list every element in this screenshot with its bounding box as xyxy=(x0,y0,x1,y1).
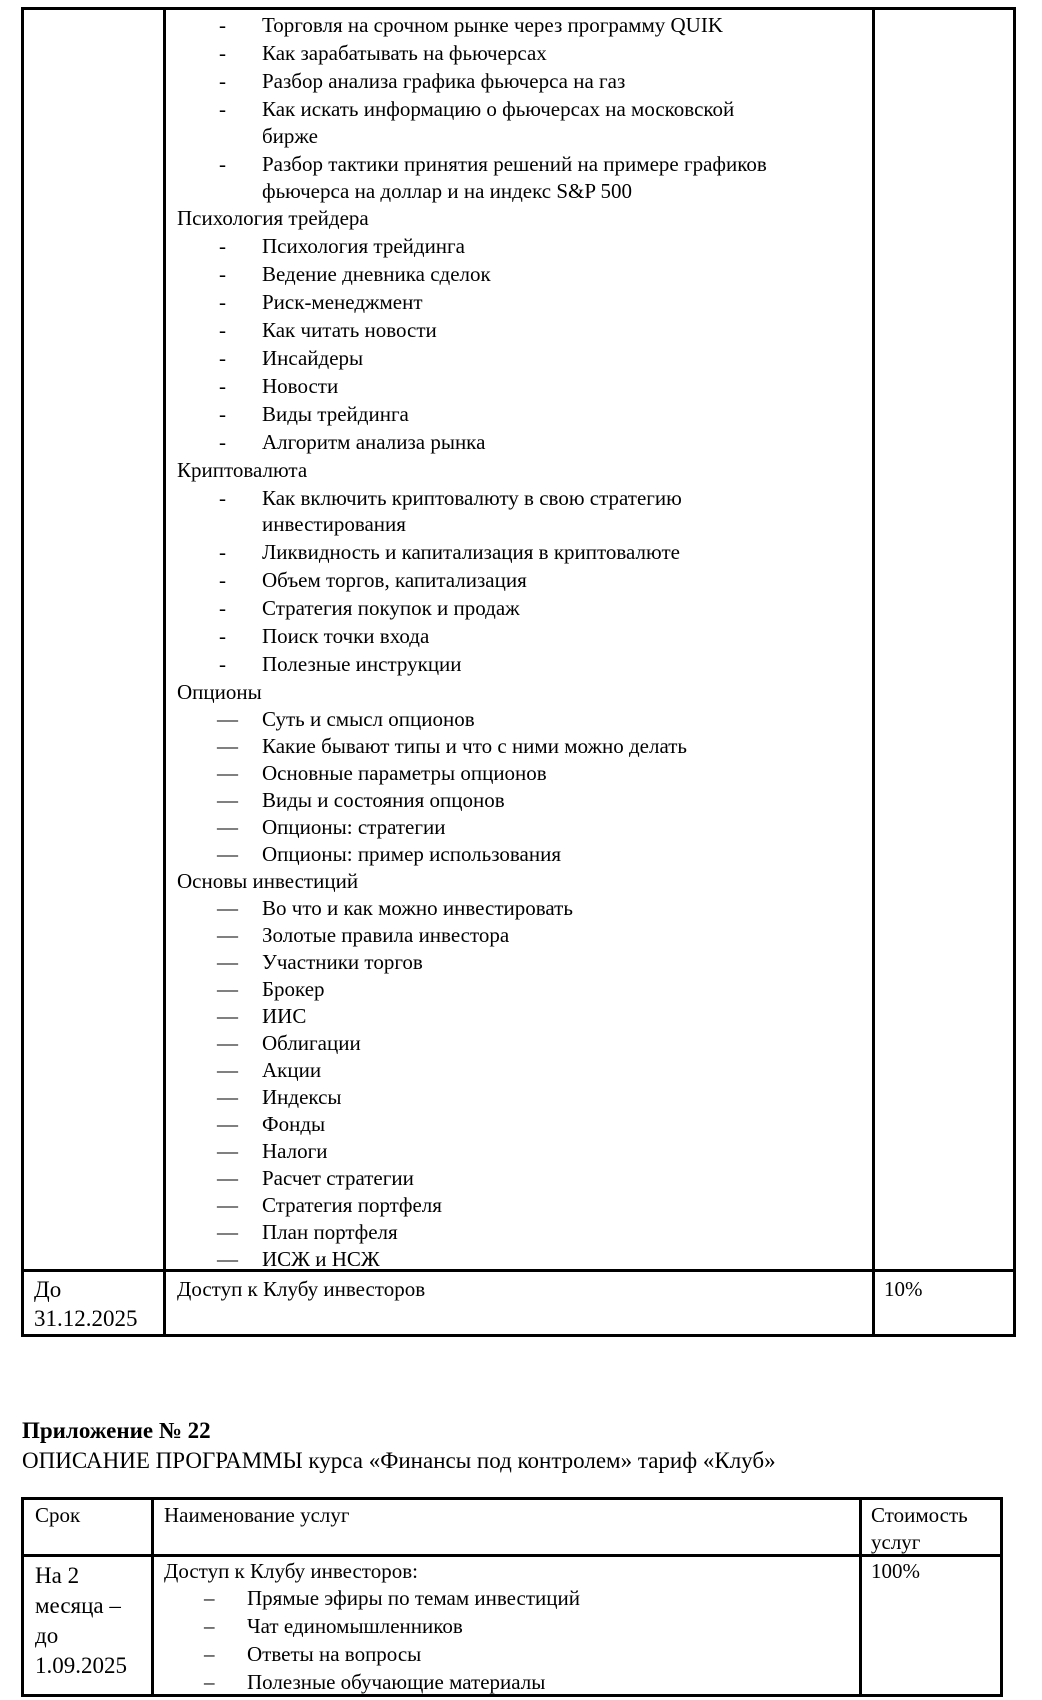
list-item: Поиск точки входа xyxy=(262,624,430,648)
list-item: Разбор тактики принятия решений на примере графиков xyxy=(262,152,767,176)
term-cell: На 2 xyxy=(35,1563,80,1588)
bullet-hyphen: - xyxy=(219,41,226,65)
list-item: ИИС xyxy=(262,1004,307,1028)
section-title: Основы инвестиций xyxy=(177,869,359,893)
list-item: Фонды xyxy=(262,1112,326,1136)
list-item: Какие бывают типы и что с ними можно делать xyxy=(262,734,687,758)
bullet-emdash: — xyxy=(217,1220,238,1244)
list-item: Опционы: пример использования xyxy=(262,842,561,866)
header-term: Срок xyxy=(35,1503,81,1527)
list-item-continuation: инвестирования xyxy=(262,512,406,536)
bullet-emdash: — xyxy=(217,896,238,920)
term-cell: месяца – xyxy=(35,1593,121,1618)
list-item: Стратегия покупок и продаж xyxy=(262,596,520,620)
bullet-emdash: — xyxy=(217,977,238,1001)
table1-bottom-border xyxy=(21,1334,1016,1337)
list-item: Участники торгов xyxy=(262,950,423,974)
list-item-continuation: бирже xyxy=(262,124,318,148)
table2-col2-border xyxy=(859,1497,862,1697)
list-item: Основные параметры опционов xyxy=(262,761,547,785)
list-item: Прямые эфиры по темам инвестиций xyxy=(247,1586,580,1610)
bullet-hyphen: - xyxy=(219,596,226,620)
bullet-emdash: — xyxy=(217,761,238,785)
list-item: Золотые правила инвестора xyxy=(262,923,510,947)
bullet-hyphen: - xyxy=(219,568,226,592)
list-item: Брокер xyxy=(262,977,325,1001)
list-item: Ликвидность и капитализация в криптовалюте xyxy=(262,540,680,564)
bullet-hyphen: - xyxy=(219,290,226,314)
bullet-emdash: — xyxy=(217,707,238,731)
list-item: ИСЖ и НСЖ xyxy=(262,1247,380,1271)
bullet-hyphen: - xyxy=(219,624,226,648)
bullet-emdash: — xyxy=(217,734,238,758)
cost-cell: 100% xyxy=(871,1559,920,1583)
header-cost: Стоимость xyxy=(871,1503,968,1527)
bullet-emdash: — xyxy=(217,842,238,866)
list-item: Полезные инструкции xyxy=(262,652,462,676)
bullet-emdash: — xyxy=(217,1193,238,1217)
bullet-hyphen: - xyxy=(219,97,226,121)
list-item: Психология трейдинга xyxy=(262,234,465,258)
list-item: Инсайдеры xyxy=(262,346,364,370)
list-item: Расчет стратегии xyxy=(262,1166,414,1190)
service-cell: Доступ к Клубу инвесторов xyxy=(177,1277,426,1301)
bullet-emdash: — xyxy=(217,950,238,974)
section-title: Опционы xyxy=(177,680,262,704)
list-item: Ведение дневника сделок xyxy=(262,262,491,286)
bullet-hyphen: - xyxy=(219,318,226,342)
list-item: Полезные обучающие материалы xyxy=(247,1670,546,1694)
bullet-hyphen: - xyxy=(219,262,226,286)
term-cell: До xyxy=(34,1277,62,1302)
bullet-dash: – xyxy=(204,1642,215,1666)
list-item: Акции xyxy=(262,1058,322,1082)
bullet-hyphen: - xyxy=(219,13,226,37)
bullet-emdash: — xyxy=(217,1166,238,1190)
header-cost: услуг xyxy=(871,1530,921,1554)
bullet-hyphen: - xyxy=(219,234,226,258)
list-item: Налоги xyxy=(262,1139,328,1163)
table2-col1-border xyxy=(151,1497,154,1697)
section-title: Криптовалюта xyxy=(177,458,308,482)
table1-row-divider xyxy=(21,1269,1016,1272)
bullet-hyphen: - xyxy=(219,652,226,676)
header-service: Наименование услуг xyxy=(164,1503,350,1527)
bullet-emdash: — xyxy=(217,1031,238,1055)
list-item: Риск-менеджмент xyxy=(262,290,423,314)
bullet-hyphen: - xyxy=(219,152,226,176)
bullet-hyphen: - xyxy=(219,374,226,398)
term-cell: до xyxy=(35,1623,59,1648)
bullet-emdash: — xyxy=(217,1247,238,1271)
table1-right-border xyxy=(1013,7,1016,1337)
list-item: Суть и смысл опционов xyxy=(262,707,475,731)
bullet-hyphen: - xyxy=(219,402,226,426)
term-cell: 1.09.2025 xyxy=(35,1653,127,1678)
list-item: Ответы на вопросы xyxy=(247,1642,422,1666)
list-item: Виды и состояния опцонов xyxy=(262,788,505,812)
bullet-emdash: — xyxy=(217,1058,238,1082)
appendix-title: Приложение № 22 xyxy=(22,1418,211,1443)
list-item: Как читать новости xyxy=(262,318,437,342)
list-item: Виды трейдинга xyxy=(262,402,409,426)
bullet-emdash: — xyxy=(217,815,238,839)
term-cell: 31.12.2025 xyxy=(34,1306,138,1331)
table1-col2-border xyxy=(872,7,875,1337)
table1-left-border xyxy=(21,7,24,1337)
list-item: Объем торгов, капитализация xyxy=(262,568,527,592)
bullet-dash: – xyxy=(204,1614,215,1638)
section-title: Психология трейдера xyxy=(177,206,369,230)
list-item: Индексы xyxy=(262,1085,342,1109)
table2-right-border xyxy=(1000,1497,1003,1697)
bullet-emdash: — xyxy=(217,788,238,812)
table2-left-border xyxy=(21,1497,24,1697)
list-item: Как искать информацию о фьючерсах на московской xyxy=(262,97,735,121)
bullet-dash: – xyxy=(204,1670,215,1694)
list-item: Облигации xyxy=(262,1031,361,1055)
list-item: Алгоритм анализа рынка xyxy=(262,430,486,454)
list-item: Стратегия портфеля xyxy=(262,1193,442,1217)
list-item: Новости xyxy=(262,374,339,398)
table2-top-border xyxy=(21,1497,1003,1500)
list-item: Разбор анализа графика фьючерса на газ xyxy=(262,69,626,93)
appendix-subtitle: ОПИСАНИЕ ПРОГРАММЫ курса «Финансы под контролем» тариф «Клуб» xyxy=(22,1448,776,1473)
table1-top-border xyxy=(21,7,1016,10)
list-item: Торговля на срочном рынке через программу QUIK xyxy=(262,13,723,37)
list-item: Как включить криптовалюту в свою стратегию xyxy=(262,486,682,510)
bullet-emdash: — xyxy=(217,1112,238,1136)
list-item: Во что и как можно инвестировать xyxy=(262,896,573,920)
cost-cell: 10% xyxy=(884,1277,923,1301)
bullet-dash: – xyxy=(204,1586,215,1610)
bullet-hyphen: - xyxy=(219,430,226,454)
table1-col1-border xyxy=(163,7,166,1337)
bullet-hyphen: - xyxy=(219,486,226,510)
list-item-continuation: фьючерса на доллар и на индекс S&P 500 xyxy=(262,179,633,203)
service-title: Доступ к Клубу инвесторов: xyxy=(164,1559,418,1583)
bullet-emdash: — xyxy=(217,1139,238,1163)
list-item: Чат единомышленников xyxy=(247,1614,463,1638)
list-item: Как зарабатывать на фьючерсах xyxy=(262,41,547,65)
bullet-emdash: — xyxy=(217,1004,238,1028)
table2-row-divider xyxy=(21,1554,1003,1557)
bullet-emdash: — xyxy=(217,923,238,947)
list-item: План портфеля xyxy=(262,1220,398,1244)
bullet-hyphen: - xyxy=(219,346,226,370)
bullet-hyphen: - xyxy=(219,69,226,93)
list-item: Опционы: стратегии xyxy=(262,815,446,839)
bullet-hyphen: - xyxy=(219,540,226,564)
bullet-emdash: — xyxy=(217,1085,238,1109)
